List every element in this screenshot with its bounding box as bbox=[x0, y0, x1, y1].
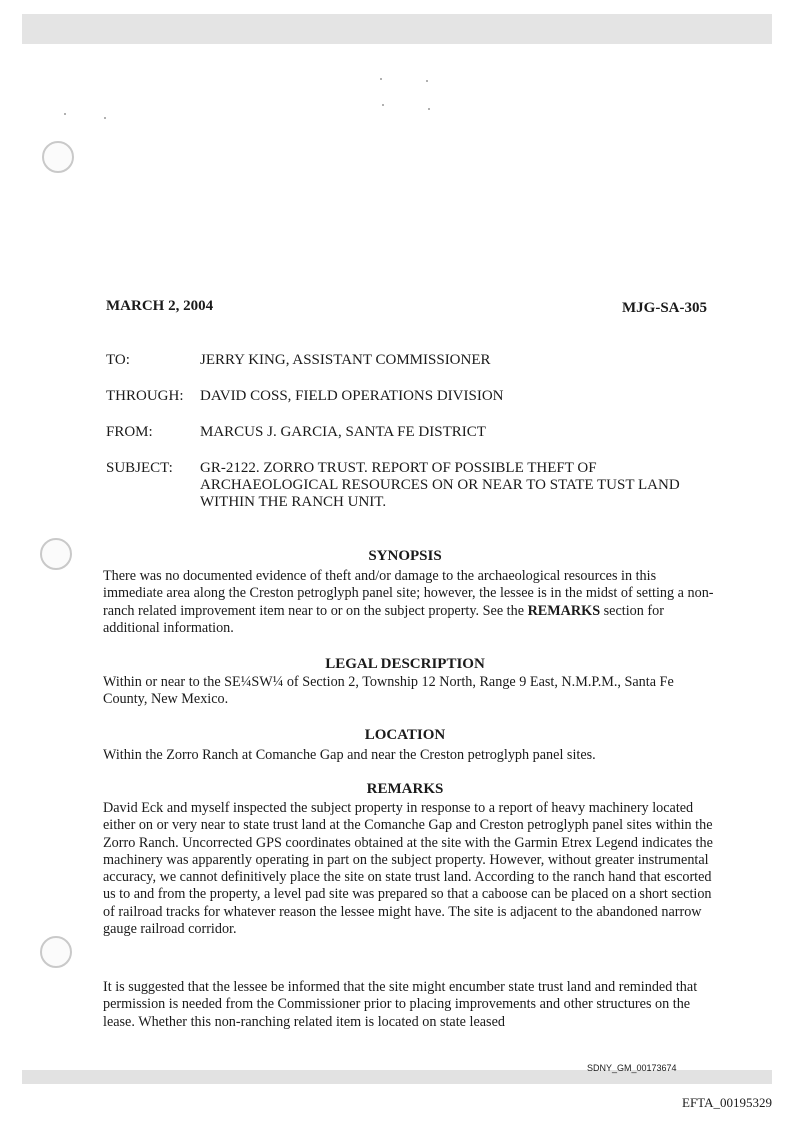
scan-speck bbox=[104, 117, 106, 119]
through-value: DAVID COSS, FIELD OPERATIONS DIVISION bbox=[200, 388, 504, 404]
bates-number: SDNY_GM_00173674 bbox=[587, 1063, 677, 1073]
location-heading: LOCATION bbox=[364, 727, 446, 743]
to-value: JERRY KING, ASSISTANT COMMISSIONER bbox=[200, 352, 491, 368]
to-label: TO: bbox=[106, 352, 130, 368]
synopsis-text bbox=[103, 568, 715, 637]
remarks-paragraph-1: David Eck and myself inspected the subject property in response to a report of heavy machinery located either on or very near to state trust land at the Comanche Gap and Creston petroglyph panel sites within the Zorro Ranch. Uncorrected GPS coordinates obtained at the site with the Garmin Etrex Legend indicates the machinery was apparently operating in part on the subject property. However, without greater instrumental accuracy, we cannot definitively place the site on state trust land. According to the ranch hand that escorted us to and from the property, a level pad site was prepared so that a caboose can be placed on a short section of railroad tracks for whatever reason the lessee might have. The site is adjacent to the abandoned narrow gauge railroad corridor. bbox=[103, 800, 713, 938]
scan-speck bbox=[380, 78, 382, 80]
remarks-heading: REMARKS bbox=[366, 781, 444, 797]
subject-label: SUBJECT: bbox=[106, 460, 173, 476]
scan-speck bbox=[64, 113, 66, 115]
punch-hole-icon bbox=[42, 141, 74, 173]
scan-speck bbox=[426, 80, 428, 82]
from-value: MARCUS J. GARCIA, SANTA FE DISTRICT bbox=[200, 424, 486, 440]
memo-date: MARCH 2, 2004 bbox=[106, 298, 214, 314]
punch-hole-icon bbox=[40, 936, 72, 968]
scan-speck bbox=[382, 104, 384, 106]
legal-description-text: Within or near to the SE¼SW¼ of Section 2, Township 12 North, Range 9 East, N.M.P.M., Santa Fe County, New Mexico. bbox=[103, 674, 674, 708]
synopsis-heading: SYNOPSIS bbox=[368, 548, 442, 564]
scan-edge-top bbox=[22, 14, 772, 44]
memo-reference: MJG-SA-305 bbox=[622, 300, 707, 316]
subject-value: GR-2122. ZORRO TRUST. REPORT OF POSSIBLE THEFT OF ARCHAEOLOGICAL RESOURCES ON OR NEAR TO STATE TUST LAND WITHIN THE RANCH UNIT. bbox=[200, 460, 680, 510]
legal-description-heading: LEGAL DESCRIPTION bbox=[325, 656, 485, 672]
synopsis-text-part-1: There was no documented evidence of theft and/or damage to the archaeological resources in this immediate area along the Creston petroglyph panel site; however, the lessee is in the midst of setting a non-ranch related improvement item near to or on the subject property. See the bbox=[103, 568, 714, 619]
efta-number: EFTA_00195329 bbox=[682, 1095, 772, 1110]
through-label: THROUGH: bbox=[106, 388, 184, 404]
scan-speck bbox=[428, 108, 430, 110]
synopsis-text-part-2: section for additional information. bbox=[103, 602, 664, 636]
location-text: Within the Zorro Ranch at Comanche Gap and near the Creston petroglyph panel sites. bbox=[103, 747, 596, 763]
remarks-paragraph-2: It is suggested that the lessee be informed that the site might encumber state trust land and reminded that permission is needed from the Commissioner prior to placing improvements and other structures on the lease. Whether this non-ranching related item is located on state leased bbox=[103, 979, 698, 1030]
from-label: FROM: bbox=[106, 424, 153, 440]
remarks-reference: REMARKS bbox=[527, 602, 601, 619]
